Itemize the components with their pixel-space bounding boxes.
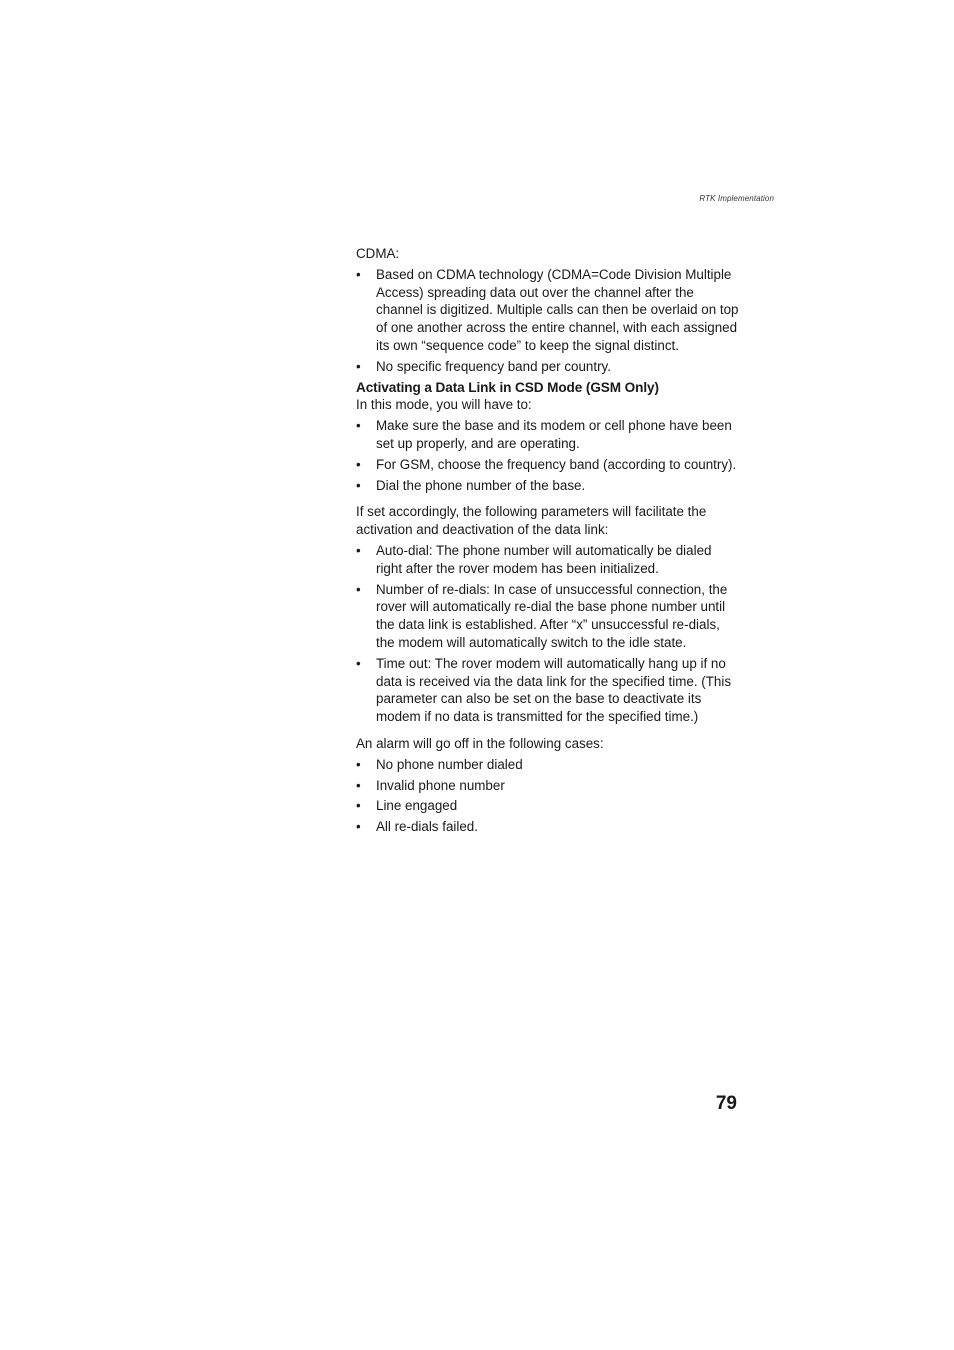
- list-item: • Based on CDMA technology (CDMA=Code Division Multiple Access) spreading data out over the channel after the channel is digitized. Multiple calls can then be overlaid on top of one another across the entire channel, with each assigned its own “sequence code” to keep the signal distinct.: [356, 266, 740, 355]
- list-item: • All re-dials failed.: [356, 818, 740, 836]
- list-item: • Line engaged: [356, 797, 740, 815]
- section-intro: In this mode, you will have to:: [356, 397, 532, 413]
- steps-list: [356, 417, 740, 494]
- alarm-list: [356, 756, 740, 836]
- params-intro: If set accordingly, the following parameters will facilitate the activation and deactivation of the data link:: [356, 504, 707, 538]
- list-item: • For GSM, choose the frequency band (according to country).: [356, 456, 740, 474]
- list-item: • No specific frequency band per country.: [356, 358, 740, 376]
- list-item: • Invalid phone number: [356, 777, 740, 795]
- list-item: • Time out: The rover modem will automatically hang up if no data is received via the data link for the specified time. (This parameter can also be set on the base to deactivate its modem if no data is transmitted for the specified time.): [356, 655, 740, 726]
- list-item: • Number of re-dials: In case of unsuccessful connection, the rover will automatically re-dial the base phone number until the data link is established. After “x” unsuccessful re-dials, the modem will automatically switch to the idle state.: [356, 581, 740, 652]
- list-item: • Dial the phone number of the base.: [356, 477, 740, 495]
- cdma-bullet-list: [356, 266, 740, 376]
- alarm-intro: An alarm will go off in the following cases:: [356, 735, 604, 751]
- running-header: RTK Implementation: [699, 194, 774, 203]
- list-item: • Make sure the base and its modem or cell phone have been set up properly, and are operating.: [356, 417, 740, 453]
- page-number: 79: [715, 1093, 737, 1114]
- page-content: [356, 245, 740, 839]
- section-heading: Activating a Data Link in CSD Mode (GSM Only): [356, 379, 659, 395]
- list-item: • No phone number dialed: [356, 756, 740, 774]
- list-item: • Auto-dial: The phone number will automatically be dialed right after the rover modem has been initialized.: [356, 542, 740, 578]
- params-list: [356, 542, 740, 726]
- cdma-label: CDMA:: [356, 246, 400, 261]
